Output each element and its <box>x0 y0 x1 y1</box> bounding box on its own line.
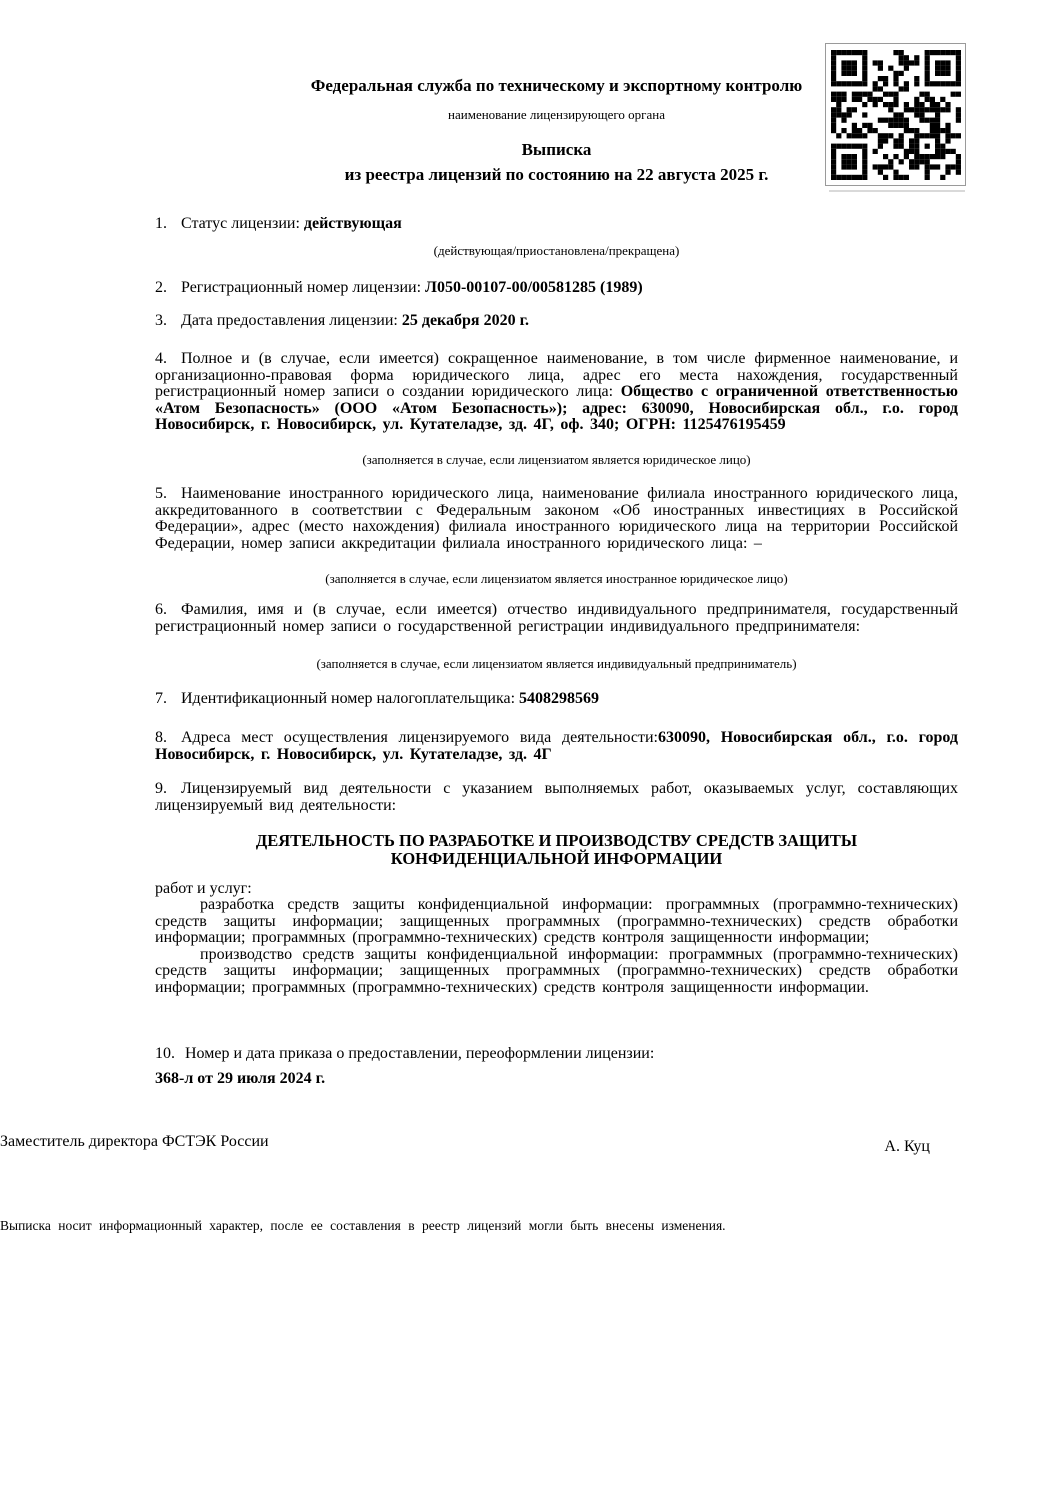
item-1-license-status <box>155 216 958 233</box>
legal-entity-value: Общество с ограниченной ответственностью «Атом Безопасность» (ООО «Атом Безопасность»); адрес: 630090, Новосибирская обл., г.о. город Новосибирск, г. Новосибирск, ул. Кутателадзе, зд. 4Г, оф. 340; ОГРН: 1125476195459 <box>155 383 958 434</box>
item-6-label: Фамилия, имя и (в случае, если имеется) отчество индивидуального предпринимателя, государственный регистрационный номер записи о государственной регистрации индивидуального предпринимателя: <box>155 601 958 635</box>
item-3-grant-date <box>155 313 958 330</box>
item-6-number: 6. <box>155 601 167 618</box>
works-list <box>155 897 958 997</box>
item-10-label: Номер и дата приказа о предоставлении, переоформлении лицензии: <box>185 1045 655 1062</box>
registration-number-value: Л050-00107-00/00581285 (1989) <box>425 279 643 296</box>
taxpayer-id-value: 5408298569 <box>519 690 600 707</box>
license-status-value: действующая <box>303 215 402 232</box>
item-2-label: Регистрационный номер лицензии: <box>181 279 426 296</box>
foreign-entity-value: – <box>753 534 762 552</box>
item-10-number: 10. <box>155 1045 175 1062</box>
issuing-authority-name: Федеральная служба по техническому и экспортному контролю <box>310 76 803 95</box>
order-number-value: 368-л от 29 июля 2024 г. <box>155 1070 326 1087</box>
item-4-note: (заполняется в случае, если лицензиатом является юридическое лицо) <box>362 452 751 467</box>
activity-address-value: 630090, Новосибирская обл., г.о. город Новосибирск, г. Новосибирск, ул. Кутателадзе, зд. 4Г <box>155 729 959 763</box>
work-item-production: производство средств защиты конфиденциальной информации: программных (программно-технических) средств защиты информации; защищенных программных (программно-технических) средств обработки информации; программных (программно-технических) средств контроля защищенности информации. <box>155 945 958 996</box>
item-8-label: Адреса мест осуществления лицензируемого вида деятельности: <box>181 729 658 746</box>
item-1-label: Статус лицензии: <box>181 215 304 232</box>
item-3-number: 3. <box>155 312 167 329</box>
item-2-registration-number <box>155 280 958 297</box>
item-9-licensed-activity <box>155 781 958 814</box>
grant-date-value: 25 декабря 2020 г. <box>401 312 530 329</box>
item-1-note: (действующая/приостановлена/прекращена) <box>433 243 680 258</box>
item-9-label: Лицензируемый вид деятельности с указанием выполняемых работ, оказываемых услуг, составляющих лицензируемый вид деятельности: <box>155 780 958 814</box>
item-5-note: (заполняется в случае, если лицензиатом является иностранное юридическое лицо) <box>325 571 788 586</box>
issuing-authority-caption: наименование лицензирующего органа <box>448 107 665 122</box>
item-4-label: Полное и (в случае, если имеется) сокращенное наименование, в том числе фирменное наименование, и организационно-правовая форма юридического лица, адрес его места нахождения, государственный регистрационный номер записи о создании юридического лица: <box>155 350 958 401</box>
item-2-number: 2. <box>155 279 167 296</box>
item-6-entrepreneur <box>155 602 958 635</box>
item-8-activity-addresses <box>155 730 958 763</box>
item-7-taxpayer-id <box>155 691 958 708</box>
work-item-development: разработка средств защиты конфиденциальной информации: программных (программно-технических) средств защиты информации; защищенных программных (программно-технических) средств обработки информации; программных (программно-технических) средств контроля защищенности информации; <box>155 896 958 947</box>
item-6-note: (заполняется в случае, если лицензиатом является индивидуальный предприниматель) <box>316 656 797 671</box>
item-9-number: 9. <box>155 780 167 797</box>
footer-disclaimer: Выписка носит информационный характер, после ее составления в реестр лицензий могли быть внесены изменения. <box>0 1218 726 1233</box>
qr-shadow-line <box>829 190 965 192</box>
item-10-order <box>155 1046 958 1063</box>
item-5-label: Наименование иностранного юридического лица, наименование филиала иностранного юридического лица, аккредитованного в соответствии с Федеральным законом «Об иностранных инвестициях в Российской Федерации», адрес (место нахождения) филиала иностранного юридического лица на территории Российской Федерации, номер записи аккредитации филиала иностранного юридического лица: <box>155 485 958 552</box>
document-title: Выписка <box>521 140 592 159</box>
signatory-name: А. Куц <box>884 1138 930 1155</box>
document-subtitle: из реестра лицензий по состоянию на 22 августа 2025 г. <box>344 165 769 184</box>
item-7-label: Идентификационный номер налогоплательщика: <box>181 690 520 707</box>
item-5-number: 5. <box>155 485 167 502</box>
item-4-legal-entity <box>155 351 958 434</box>
item-7-number: 7. <box>155 690 167 707</box>
activity-title: ДЕЯТЕЛЬНОСТЬ ПО РАЗРАБОТКЕ И ПРОИЗВОДСТВУ СРЕДСТВ ЗАЩИТЫ КОНФИДЕНЦИАЛЬНОЙ ИНФОРМАЦИИ <box>255 831 858 868</box>
item-1-number: 1. <box>155 215 167 232</box>
item-4-number: 4. <box>155 350 167 367</box>
works-intro: работ и услуг: <box>155 880 252 897</box>
signatory-position: Заместитель директора ФСТЭК России <box>0 1133 269 1150</box>
item-8-number: 8. <box>155 729 167 746</box>
item-3-label: Дата предоставления лицензии: <box>181 312 402 329</box>
item-5-foreign-entity <box>155 486 958 552</box>
